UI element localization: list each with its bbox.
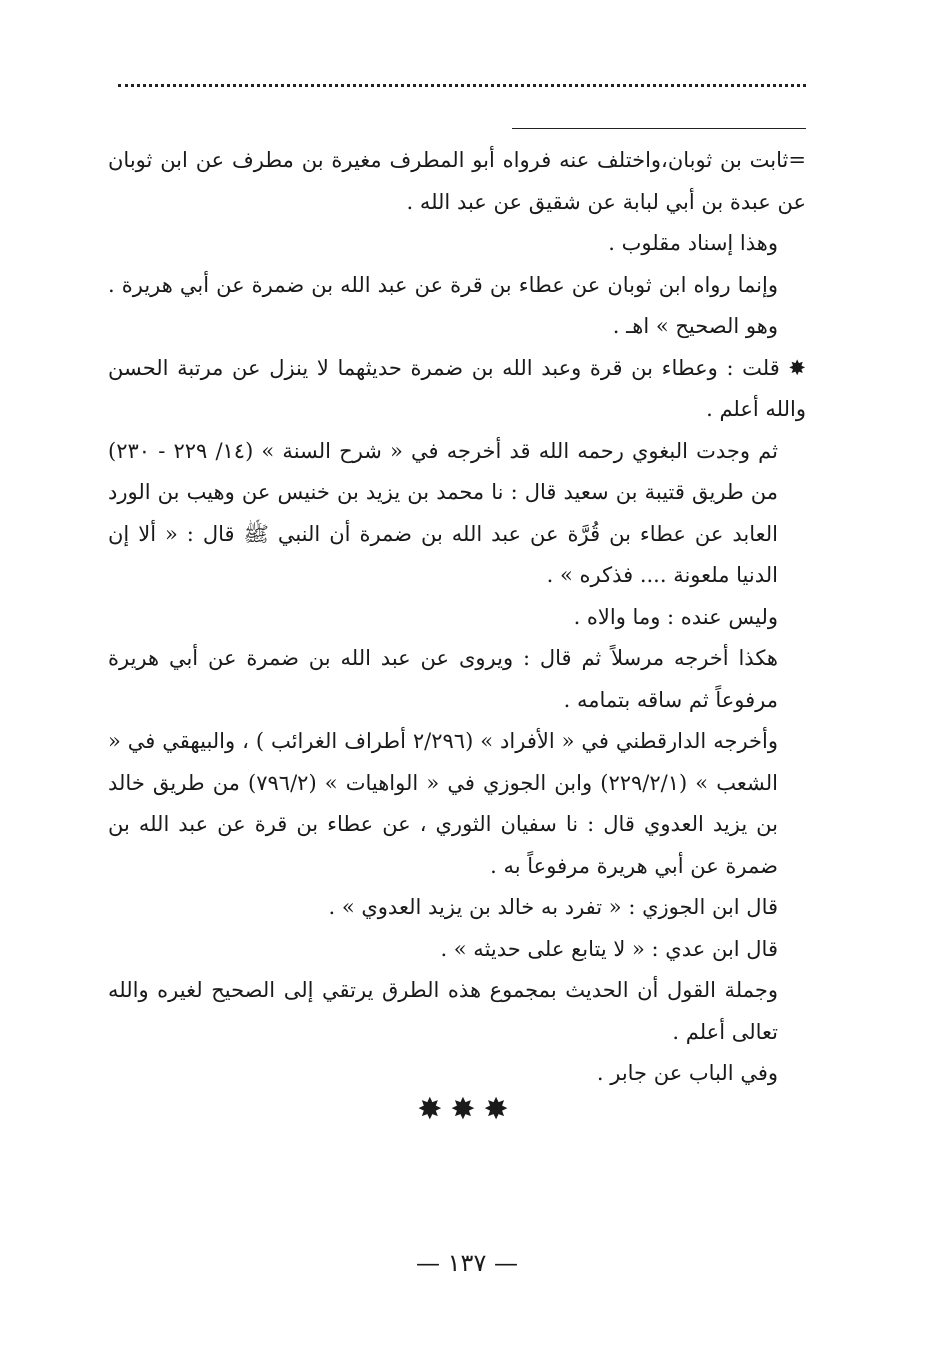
footnote-separator-rule [512,128,806,129]
paragraph: هكذا أخرجه مرسلاً ثم قال : ويروى عن عبد الله بن ضمرة عن أبي هريرة مرفوعاً ثم ساقه بتمامه . [108,646,778,712]
section-end-ornament: ✸✸✸ [417,1092,517,1127]
paragraph: وأخرجه الدارقطني في « الأفراد » (٢/٢٩٦ أطراف الغرائب ) ، والبيهقي في « الشعب » (٢٢٩/٢/١) وابن الجوزي في « الواهيات » (٧٩٦/٢) من طريق خالد بن يزيد العدوي قال : نا سفيان الثوري ، عن عطاء بن قرة عن عبد الله بن ضمرة عن أبي هريرة مرفوعاً به . [108,729,778,878]
paragraph: ✸ قلت : وعطاء بن قرة وعبد الله بن ضمرة حديثهما لا ينزل عن مرتبة الحسن والله أعلم . [108,355,806,421]
paragraph: وليس عنده : وما والاه . [573,604,778,629]
paragraph: وإنما رواه ابن ثوبان عن عطاء بن قرة عن عبد الله بن ضمرة عن أبي هريرة . وهو الصحيح » اهـ . [108,272,778,338]
header-dotted-rule [118,84,806,87]
paragraph: ثم وجدت البغوي رحمه الله قد أخرجه في « شرح السنة » (١٤/ ٢٢٩ - ٢٣٠) من طريق قتيبة بن سعيد قال : نا محمد بن يزيد بن خنيس عن وهيب بن الورد العابد عن عطاء بن قُرَّة عن عبد الله بن ضمرة أن النبي ﷺ قال : « ألا إن الدنيا ملعونة .... فذكره » . [108,438,778,587]
paragraph: قال ابن عدي : « لا يتابع على حديثه » . [440,936,778,961]
paragraph: وفي الباب عن جابر . [596,1061,778,1085]
page-number: — ١٣٧ — [416,1249,518,1277]
footnote-text-block [108,140,806,1095]
paragraph: قال ابن الجوزي : « تفرد به خالد بن يزيد العدوي » . [328,895,778,919]
paragraph: وهذا إسناد مقلوب . [608,231,778,255]
paragraph: وجملة القول أن الحديث بمجموع هذه الطرق يرتقي إلى الصحيح لغيره والله تعالى أعلم . [108,978,778,1044]
paragraph: =ثابت بن ثوبان،واختلف عنه فرواه أبو المطرف مغيرة بن مطرف عن ابن ثوبان عن عبدة بن أبي لبابة عن شقيق عن عبد الله . [108,148,806,214]
